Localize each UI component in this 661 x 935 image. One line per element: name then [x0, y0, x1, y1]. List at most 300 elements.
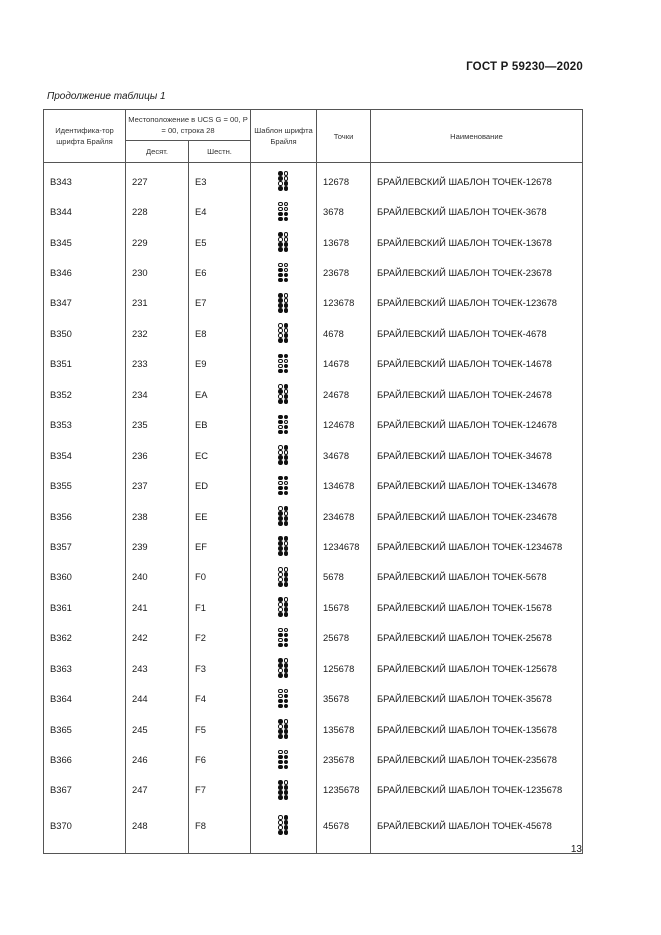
braille-dot — [278, 785, 283, 790]
braille-cell-icon — [278, 445, 289, 465]
braille-dot — [284, 242, 289, 247]
braille-cell-icon — [278, 202, 289, 222]
cell-name: БРАЙЛЕВСКИЙ ШАБЛОН ТОЧЕК-1234678 — [371, 531, 583, 561]
braille-dot — [284, 237, 289, 242]
braille-cell-icon — [278, 354, 289, 374]
table-row — [44, 349, 583, 379]
cell-pattern — [251, 288, 317, 318]
braille-dot — [278, 638, 283, 643]
braille-dot — [278, 815, 283, 820]
braille-dot — [278, 232, 283, 237]
braille-dot — [284, 704, 289, 709]
cell-name: БРАЙЛЕВСКИЙ ШАБЛОН ТОЧЕК-134678 — [371, 470, 583, 500]
cell-identifier: B351 — [44, 349, 126, 379]
cell-pattern — [251, 440, 317, 470]
table-row — [44, 744, 583, 774]
braille-dot — [284, 663, 289, 668]
braille-cell-icon — [278, 506, 289, 526]
braille-dot — [278, 506, 283, 511]
table-row — [44, 440, 583, 470]
braille-dot — [278, 673, 283, 678]
braille-dot — [278, 328, 283, 333]
braille-dot — [284, 780, 289, 785]
cell-pattern — [251, 744, 317, 774]
cell-name: БРАЙЛЕВСКИЙ ШАБЛОН ТОЧЕК-12678 — [371, 163, 583, 197]
page-number: 13 — [570, 844, 582, 855]
cell-pattern — [251, 623, 317, 653]
braille-dot — [284, 364, 289, 369]
cell-identifier: B362 — [44, 623, 126, 653]
braille-dot — [278, 202, 283, 207]
braille-dot — [284, 694, 289, 699]
cell-hex: ED — [189, 470, 251, 500]
cell-identifier: B347 — [44, 288, 126, 318]
braille-dot — [278, 541, 283, 546]
braille-cell-icon — [278, 719, 289, 739]
cell-identifier: B344 — [44, 196, 126, 226]
table-row — [44, 623, 583, 653]
cell-dots: 123678 — [317, 288, 371, 318]
cell-hex: EB — [189, 410, 251, 440]
braille-dot — [278, 186, 283, 191]
cell-identifier: B357 — [44, 531, 126, 561]
cell-dots: 4678 — [317, 318, 371, 348]
braille-dot — [278, 420, 283, 425]
braille-dot — [278, 399, 283, 404]
cell-pattern — [251, 683, 317, 713]
cell-name: БРАЙЛЕВСКИЙ ШАБЛОН ТОЧЕК-34678 — [371, 440, 583, 470]
braille-dot — [284, 298, 289, 303]
cell-name: БРАЙЛЕВСКИЙ ШАБЛОН ТОЧЕК-45678 — [371, 805, 583, 854]
braille-cell-icon — [278, 415, 289, 435]
braille-dot — [284, 303, 289, 308]
cell-decimal: 239 — [126, 531, 189, 561]
braille-dot — [284, 263, 289, 268]
braille-dot — [284, 359, 289, 364]
braille-dot — [278, 633, 283, 638]
cell-dots: 134678 — [317, 470, 371, 500]
cell-identifier: B356 — [44, 501, 126, 531]
braille-dot — [284, 612, 289, 617]
cell-pattern — [251, 379, 317, 409]
braille-dot — [284, 333, 289, 338]
braille-dot — [278, 704, 283, 709]
cell-pattern — [251, 653, 317, 683]
braille-dot — [284, 328, 289, 333]
cell-hex: E6 — [189, 257, 251, 287]
braille-dot — [284, 486, 289, 491]
braille-dot — [278, 481, 283, 486]
braille-cell-icon — [278, 263, 289, 283]
braille-dot — [284, 815, 289, 820]
braille-dot — [284, 399, 289, 404]
braille-dot — [278, 293, 283, 298]
braille-dot — [278, 460, 283, 465]
header-name: Наименование — [371, 110, 583, 163]
braille-dot — [278, 207, 283, 212]
braille-cell-icon — [278, 815, 289, 835]
braille-cell-icon — [278, 750, 289, 770]
braille-dot — [278, 546, 283, 551]
braille-dot — [278, 582, 283, 587]
braille-cell-icon — [278, 567, 289, 587]
braille-dot — [278, 750, 283, 755]
cell-name: БРАЙЛЕВСКИЙ ШАБЛОН ТОЧЕК-135678 — [371, 714, 583, 744]
cell-hex: F6 — [189, 744, 251, 774]
braille-dot — [284, 551, 289, 556]
braille-dot — [284, 273, 289, 278]
braille-dot — [284, 232, 289, 237]
cell-decimal: 242 — [126, 623, 189, 653]
cell-hex: E3 — [189, 163, 251, 197]
braille-dot — [278, 658, 283, 663]
braille-dot — [284, 825, 289, 830]
cell-name: БРАЙЛЕВСКИЙ ШАБЛОН ТОЧЕК-23678 — [371, 257, 583, 287]
braille-dot — [284, 668, 289, 673]
braille-dot — [284, 293, 289, 298]
braille-dot — [278, 719, 283, 724]
cell-decimal: 246 — [126, 744, 189, 774]
braille-dot — [278, 425, 283, 430]
braille-dot — [278, 369, 283, 374]
braille-dot — [284, 638, 289, 643]
braille-dot — [284, 790, 289, 795]
cell-dots: 24678 — [317, 379, 371, 409]
braille-dot — [284, 607, 289, 612]
cell-dots: 234678 — [317, 501, 371, 531]
braille-dot — [284, 521, 289, 526]
cell-hex: F8 — [189, 805, 251, 854]
braille-dot — [278, 795, 283, 800]
braille-dot — [284, 384, 289, 389]
cell-decimal: 237 — [126, 470, 189, 500]
braille-dot — [278, 476, 283, 481]
cell-hex: F4 — [189, 683, 251, 713]
cell-identifier: B343 — [44, 163, 126, 197]
braille-dot — [284, 202, 289, 207]
cell-dots: 23678 — [317, 257, 371, 287]
braille-dot — [278, 298, 283, 303]
cell-name: БРАЙЛЕВСКИЙ ШАБЛОН ТОЧЕК-24678 — [371, 379, 583, 409]
cell-identifier: B352 — [44, 379, 126, 409]
braille-dot — [284, 765, 289, 770]
table-row — [44, 227, 583, 257]
braille-dot — [278, 212, 283, 217]
braille-dot — [278, 567, 283, 572]
cell-hex: F7 — [189, 775, 251, 805]
cell-dots: 13678 — [317, 227, 371, 257]
cell-identifier: B355 — [44, 470, 126, 500]
table-row — [44, 683, 583, 713]
cell-pattern — [251, 227, 317, 257]
cell-decimal: 231 — [126, 288, 189, 318]
cell-dots: 1235678 — [317, 775, 371, 805]
cell-hex: E5 — [189, 227, 251, 257]
header-identifier: Идентифика-тор шрифта Брайля — [44, 110, 126, 163]
cell-identifier: B346 — [44, 257, 126, 287]
braille-dot — [278, 607, 283, 612]
cell-identifier: B367 — [44, 775, 126, 805]
cell-hex: F5 — [189, 714, 251, 744]
cell-name: БРАЙЛЕВСКИЙ ШАБЛОН ТОЧЕК-125678 — [371, 653, 583, 683]
braille-dot — [278, 268, 283, 273]
header-location: Местоположение в UCS G = 00, P = 00, строка 28 — [126, 110, 251, 141]
braille-cell-icon — [278, 536, 289, 556]
cell-name: БРАЙЛЕВСКИЙ ШАБЛОН ТОЧЕК-13678 — [371, 227, 583, 257]
table-row — [44, 653, 583, 683]
cell-pattern — [251, 318, 317, 348]
braille-dot — [278, 830, 283, 835]
braille-dot — [278, 572, 283, 577]
cell-name: БРАЙЛЕВСКИЙ ШАБЛОН ТОЧЕК-25678 — [371, 623, 583, 653]
braille-dot — [278, 278, 283, 283]
braille-dot — [284, 546, 289, 551]
cell-pattern — [251, 714, 317, 744]
cell-dots: 5678 — [317, 562, 371, 592]
braille-dot — [278, 729, 283, 734]
braille-cell-icon — [278, 658, 289, 678]
cell-dots: 45678 — [317, 805, 371, 854]
cell-name: БРАЙЛЕВСКИЙ ШАБЛОН ТОЧЕК-35678 — [371, 683, 583, 713]
cell-pattern — [251, 805, 317, 854]
table-row — [44, 196, 583, 226]
braille-dot — [284, 268, 289, 273]
braille-dot — [278, 643, 283, 648]
braille-dot — [278, 445, 283, 450]
cell-decimal: 245 — [126, 714, 189, 744]
braille-dot — [284, 176, 289, 181]
cell-identifier: B345 — [44, 227, 126, 257]
cell-name: БРАЙЛЕВСКИЙ ШАБЛОН ТОЧЕК-3678 — [371, 196, 583, 226]
table-row — [44, 562, 583, 592]
braille-dot — [284, 673, 289, 678]
braille-dot — [284, 567, 289, 572]
braille-dot — [284, 729, 289, 734]
cell-hex: EE — [189, 501, 251, 531]
cell-hex: E4 — [189, 196, 251, 226]
header-decimal: Десят. — [126, 141, 189, 163]
braille-cell-icon — [278, 293, 289, 313]
braille-dot — [284, 207, 289, 212]
braille-cell-icon — [278, 689, 289, 709]
braille-dot — [278, 760, 283, 765]
cell-hex: F3 — [189, 653, 251, 683]
braille-cell-icon — [278, 780, 289, 800]
cell-dots: 12678 — [317, 163, 371, 197]
braille-dot — [284, 181, 289, 186]
cell-hex: F2 — [189, 623, 251, 653]
braille-dot — [278, 364, 283, 369]
cell-dots: 35678 — [317, 683, 371, 713]
braille-dot — [284, 450, 289, 455]
braille-dot — [284, 582, 289, 587]
cell-name: БРАЙЛЕВСКИЙ ШАБЛОН ТОЧЕК-5678 — [371, 562, 583, 592]
cell-dots: 124678 — [317, 410, 371, 440]
table-row — [44, 410, 583, 440]
braille-dot — [284, 699, 289, 704]
cell-pattern — [251, 410, 317, 440]
braille-dot — [284, 628, 289, 633]
braille-dot — [284, 186, 289, 191]
braille-dot — [284, 577, 289, 582]
braille-dot — [278, 308, 283, 313]
cell-name: БРАЙЛЕВСКИЙ ШАБЛОН ТОЧЕК-14678 — [371, 349, 583, 379]
braille-dot — [278, 394, 283, 399]
braille-dot — [284, 597, 289, 602]
braille-dot — [284, 476, 289, 481]
table-row — [44, 288, 583, 318]
braille-dot — [278, 597, 283, 602]
cell-dots: 3678 — [317, 196, 371, 226]
braille-dot — [278, 516, 283, 521]
braille-dot — [278, 689, 283, 694]
cell-name: БРАЙЛЕВСКИЙ ШАБЛОН ТОЧЕК-235678 — [371, 744, 583, 774]
cell-pattern — [251, 470, 317, 500]
cell-dots: 135678 — [317, 714, 371, 744]
braille-dot — [278, 389, 283, 394]
braille-dot — [278, 247, 283, 252]
braille-dot — [278, 237, 283, 242]
braille-dot — [284, 369, 289, 374]
cell-name: БРАЙЛЕВСКИЙ ШАБЛОН ТОЧЕК-124678 — [371, 410, 583, 440]
cell-identifier: B361 — [44, 592, 126, 622]
braille-dot — [284, 830, 289, 835]
braille-dot — [278, 820, 283, 825]
braille-cell-icon — [278, 232, 289, 252]
braille-dot — [284, 420, 289, 425]
braille-dot — [278, 536, 283, 541]
braille-dot — [284, 415, 289, 420]
braille-dot — [284, 820, 289, 825]
braille-dot — [278, 273, 283, 278]
braille-dot — [284, 658, 289, 663]
document-code: ГОСТ Р 59230—2020 — [466, 61, 583, 73]
cell-decimal: 240 — [126, 562, 189, 592]
braille-cell-icon — [278, 628, 289, 648]
cell-pattern — [251, 775, 317, 805]
cell-decimal: 244 — [126, 683, 189, 713]
cell-identifier: B354 — [44, 440, 126, 470]
braille-dot — [284, 425, 289, 430]
braille-dot — [278, 790, 283, 795]
table-row — [44, 592, 583, 622]
braille-dot — [278, 699, 283, 704]
cell-identifier: B370 — [44, 805, 126, 854]
braille-dot — [284, 278, 289, 283]
cell-decimal: 238 — [126, 501, 189, 531]
braille-dot — [278, 338, 283, 343]
cell-hex: E9 — [189, 349, 251, 379]
braille-dot — [284, 217, 289, 222]
braille-dot — [278, 628, 283, 633]
braille-cell-icon — [278, 384, 289, 404]
braille-dot — [284, 689, 289, 694]
cell-pattern — [251, 349, 317, 379]
braille-dot — [284, 212, 289, 217]
braille-dot — [284, 445, 289, 450]
cell-hex: EF — [189, 531, 251, 561]
cell-dots: 14678 — [317, 349, 371, 379]
braille-dot — [278, 663, 283, 668]
cell-name: БРАЙЛЕВСКИЙ ШАБЛОН ТОЧЕК-15678 — [371, 592, 583, 622]
braille-dot — [278, 450, 283, 455]
table-row — [44, 470, 583, 500]
braille-cell-icon — [278, 476, 289, 496]
cell-hex: F1 — [189, 592, 251, 622]
cell-dots: 235678 — [317, 744, 371, 774]
cell-identifier: B364 — [44, 683, 126, 713]
braille-dot — [278, 612, 283, 617]
braille-dot — [284, 506, 289, 511]
braille-dot — [284, 491, 289, 496]
cell-identifier: B360 — [44, 562, 126, 592]
cell-name: БРАЙЛЕВСКИЙ ШАБЛОН ТОЧЕК-234678 — [371, 501, 583, 531]
braille-dot — [284, 602, 289, 607]
cell-pattern — [251, 531, 317, 561]
cell-decimal: 230 — [126, 257, 189, 287]
cell-decimal: 241 — [126, 592, 189, 622]
cell-dots: 15678 — [317, 592, 371, 622]
braille-dot — [284, 755, 289, 760]
braille-dot — [284, 171, 289, 176]
cell-hex: F0 — [189, 562, 251, 592]
braille-dot — [284, 354, 289, 359]
braille-dot — [278, 263, 283, 268]
table-caption: Продолжение таблицы 1 — [47, 91, 166, 102]
braille-dot — [278, 430, 283, 435]
table-row — [44, 714, 583, 744]
braille-dot — [278, 780, 283, 785]
braille-dot — [278, 217, 283, 222]
cell-identifier: B365 — [44, 714, 126, 744]
table-row — [44, 379, 583, 409]
cell-pattern — [251, 196, 317, 226]
cell-decimal: 233 — [126, 349, 189, 379]
header-pattern: Шаблон шрифта Брайля — [251, 110, 317, 163]
braille-dot — [284, 724, 289, 729]
cell-pattern — [251, 257, 317, 287]
braille-dot — [284, 389, 289, 394]
braille-dot — [284, 460, 289, 465]
cell-hex: EC — [189, 440, 251, 470]
cell-decimal: 234 — [126, 379, 189, 409]
cell-pattern — [251, 163, 317, 197]
braille-dot — [278, 491, 283, 496]
cell-decimal: 235 — [126, 410, 189, 440]
cell-identifier: B366 — [44, 744, 126, 774]
braille-dot — [278, 384, 283, 389]
braille-dot — [278, 415, 283, 420]
cell-decimal: 248 — [126, 805, 189, 854]
braille-dot — [284, 516, 289, 521]
cell-dots: 1234678 — [317, 531, 371, 561]
braille-dot — [284, 481, 289, 486]
braille-dot — [278, 171, 283, 176]
braille-dot — [278, 323, 283, 328]
braille-dot — [284, 536, 289, 541]
cell-decimal: 229 — [126, 227, 189, 257]
cell-hex: E8 — [189, 318, 251, 348]
braille-dot — [284, 430, 289, 435]
table-row — [44, 775, 583, 805]
braille-dot — [278, 577, 283, 582]
braille-dot — [284, 338, 289, 343]
cell-name: БРАЙЛЕВСКИЙ ШАБЛОН ТОЧЕК-1235678 — [371, 775, 583, 805]
braille-dot — [284, 795, 289, 800]
braille-dot — [278, 359, 283, 364]
braille-dot — [278, 734, 283, 739]
header-hex: Шестн. — [189, 141, 251, 163]
